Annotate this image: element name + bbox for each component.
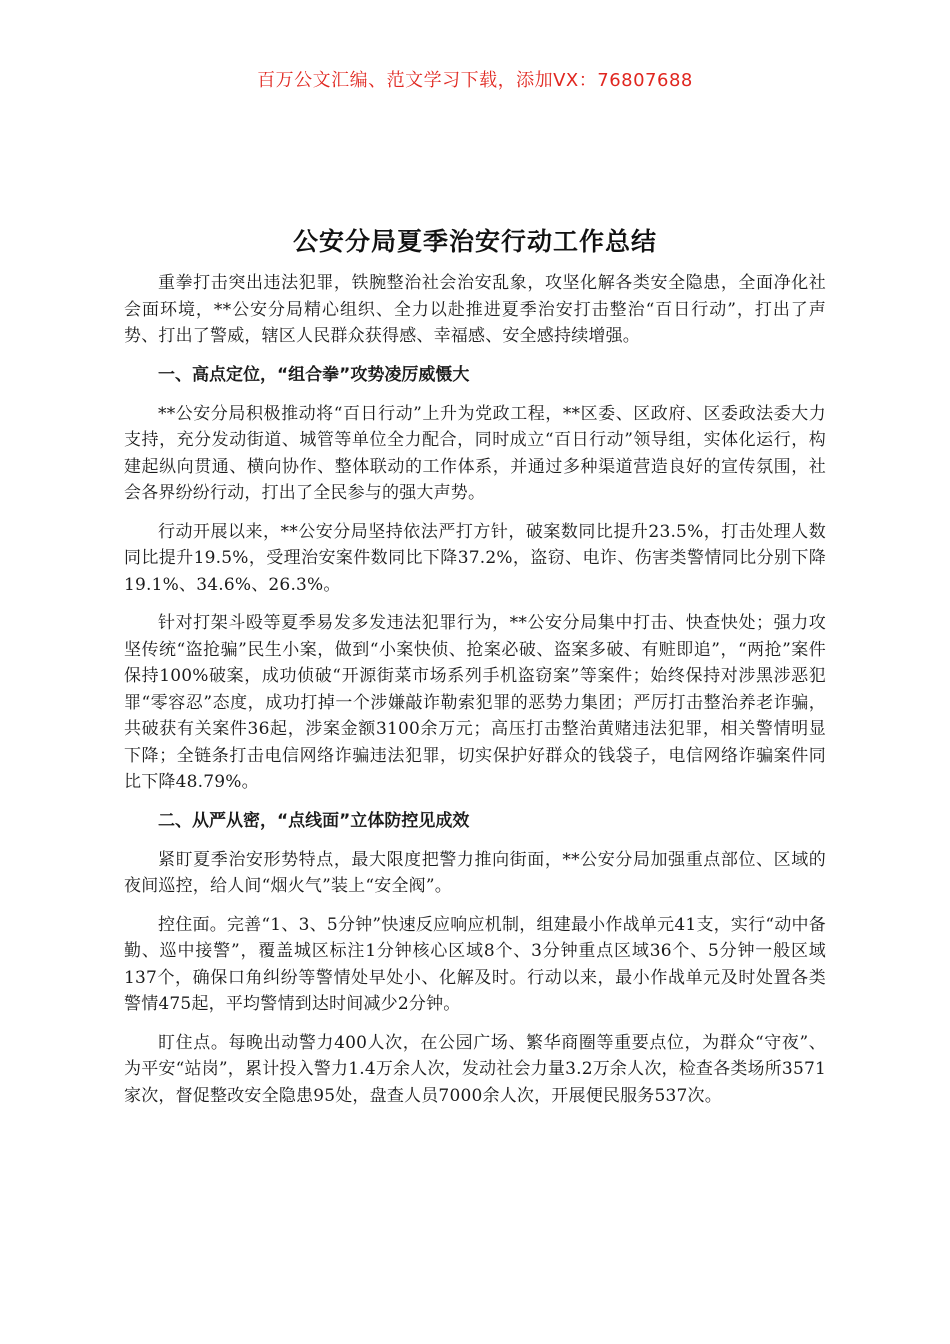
section-heading-1: 一、高点定位，“组合拳”攻势凌厉威慑大 xyxy=(158,364,470,385)
document-body xyxy=(124,270,826,1121)
body-paragraph: 针对打架斗殴等夏季易发多发违法犯罪行为，**公安分局集中打击、快查快处；强力攻坚传统“盗抢骗”民生小案，做到“小案快侦、抢案必破、盗案多破、有赃即追”，“两抢”案件保持100%破案，成功侦破“开源街菜市场系列手机盗窃案”等案件；始终保持对涉黑涉恶犯罪“零容忍”态度，成功打掉一个涉嫌敲诈勒索犯罪的恶势力集团；严厉打击整治养老诈骗，共破获有关案件36起，涉案金额3100余万元；高压打击整治黄赌违法犯罪，相关警情明显下降；全链条打击电信网络诈骗违法犯罪，切实保护好群众的钱袋子，电信网络诈骗案件同比下降48.79%。 xyxy=(124,613,826,792)
document-title: 公安分局夏季治安行动工作总结 xyxy=(292,227,657,256)
body-paragraph: **公安分局积极推动将“百日行动”上升为党政工程，**区委、区政府、区委政法委大力支持，充分发动街道、城管等单位全力配合，同时成立“百日行动”领导组，实体化运行，构建起纵向贯通、横向协作、整体联动的工作体系，并通过多种渠道营造良好的宣传氛围，社会各界纷纷行动，打出了全民参与的强大声势。 xyxy=(124,403,826,503)
intro-paragraph: 重拳打击突出违法犯罪，铁腕整治社会治安乱象，攻坚化解各类安全隐患，全面净化社会面环境，**公安分局精心组织、全力以赴推进夏季治安打击整治“百日行动”，打出了声势、打出了警威，辖区人民群众获得感、幸福感、安全感持续增强。 xyxy=(124,273,826,346)
body-paragraph: 控住面。完善“1、3、5分钟”快速反应响应机制，组建最小作战单元41支，实行“动中备勤、巡中接警”，覆盖城区标注1分钟核心区域8个、3分钟重点区域36个、5分钟一般区域137个，确保口角纠纷等警情处早处小、化解及时。行动以来，最小作战单元及时处置各类警情475起，平均警情到达时间减少2分钟。 xyxy=(124,914,826,1014)
header-banner: 百万公文汇编、范文学习下载，添加VX：76807688 xyxy=(257,70,693,91)
body-paragraph: 行动开展以来，**公安分局坚持依法严打方针，破案数同比提升23.5%，打击处理人数同比提升19.5%，受理治安案件数同比下降37.2%，盗窃、电诈、伤害类警情同比分别下降19.1%、34.6%、26.3%。 xyxy=(124,521,826,595)
section-heading-2: 二、从严从密，“点线面”立体防控见成效 xyxy=(158,810,470,831)
body-paragraph: 盯住点。每晚出动警力400人次，在公园广场、繁华商圈等重要点位，为群众“守夜”、为平安“站岗”，累计投入警力1.4万余人次，发动社会力量3.2万余人次，检查各类场所3571家次，督促整改安全隐患95处，盘查人员7000余人次，开展便民服务537次。 xyxy=(124,1032,826,1106)
body-paragraph: 紧盯夏季治安形势特点，最大限度把警力推向街面，**公安分局加强重点部位、区域的夜间巡控，给人间“烟火气”装上“安全阀”。 xyxy=(124,849,826,896)
